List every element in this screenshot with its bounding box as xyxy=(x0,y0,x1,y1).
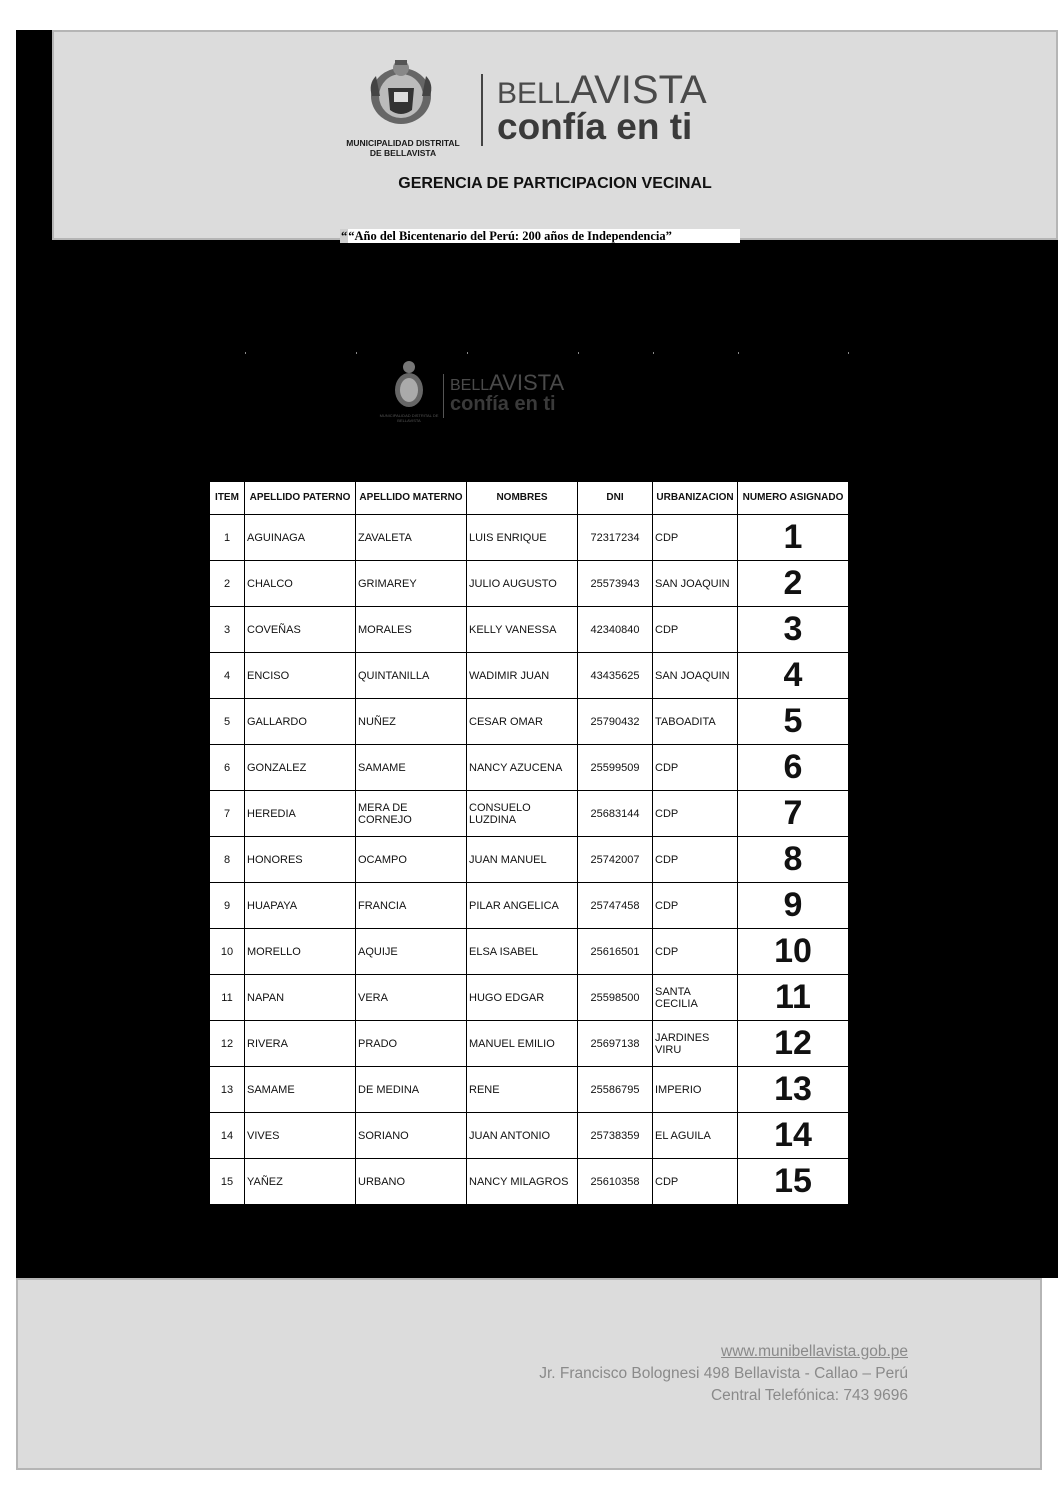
logo-divider-small xyxy=(443,374,444,418)
cell-apellido-paterno: VIVES xyxy=(245,1113,356,1159)
col-header-nombres: NOMBRES xyxy=(467,482,578,515)
cell-numero-asignado: 9 xyxy=(738,883,849,929)
footer-contact xyxy=(539,1341,908,1407)
cell-urbanizacion: CDP xyxy=(653,607,738,653)
cell-nombres: NANCY AZUCENA xyxy=(467,745,578,791)
cell-urbanizacion: CDP xyxy=(653,791,738,837)
cell-numero-asignado: 14 xyxy=(738,1113,849,1159)
cell-apellido-paterno: GONZALEZ xyxy=(245,745,356,791)
brand-bell-small: BELL xyxy=(450,377,490,394)
website-link[interactable]: www.munibellavista.gob.pe xyxy=(721,1343,908,1360)
cell-dni: 72317234 xyxy=(578,515,653,561)
cell-numero-asignado: 10 xyxy=(738,929,849,975)
col-header-item: ITEM xyxy=(210,482,245,515)
cell-item: 9 xyxy=(210,883,245,929)
table-row xyxy=(210,1159,849,1205)
cell-item: 14 xyxy=(210,1113,245,1159)
cell-dni: 25697138 xyxy=(578,1021,653,1067)
cell-numero-asignado: 5 xyxy=(738,699,849,745)
address: Jr. Francisco Bolognesi 498 Bellavista - Callao – Perú xyxy=(539,1365,908,1382)
table-header-row xyxy=(210,482,849,515)
brand-vista-small: VISTA xyxy=(502,370,565,395)
cell-apellido-paterno: MORELLO xyxy=(245,929,356,975)
municipal-seal-logo xyxy=(366,56,436,128)
cell-dni: 42340840 xyxy=(578,607,653,653)
cell-item: 15 xyxy=(210,1159,245,1205)
cell-numero-asignado: 8 xyxy=(738,837,849,883)
cell-apellido-materno: PRADO xyxy=(356,1021,467,1067)
cell-urbanizacion: CDP xyxy=(653,837,738,883)
cell-apellido-paterno: COVEÑAS xyxy=(245,607,356,653)
cell-nombres: KELLY VANESSA xyxy=(467,607,578,653)
cell-numero-asignado: 15 xyxy=(738,1159,849,1205)
table-row xyxy=(210,883,849,929)
table-row xyxy=(210,561,849,607)
cell-apellido-materno: MORALES xyxy=(356,607,467,653)
year-motto xyxy=(340,229,740,243)
cell-dni: 25747458 xyxy=(578,883,653,929)
cell-nombres: HUGO EDGAR xyxy=(467,975,578,1021)
cell-nombres: JUAN MANUEL xyxy=(467,837,578,883)
cell-dni: 25683144 xyxy=(578,791,653,837)
cell-numero-asignado: 12 xyxy=(738,1021,849,1067)
cell-nombres: RENE xyxy=(467,1067,578,1113)
brand-vista: VISTA xyxy=(594,68,707,112)
cell-apellido-materno: GRIMAREY xyxy=(356,561,467,607)
cell-apellido-materno: NUÑEZ xyxy=(356,699,467,745)
logo-divider xyxy=(481,74,483,146)
cell-dni: 25738359 xyxy=(578,1113,653,1159)
cell-urbanizacion: IMPERIO xyxy=(653,1067,738,1113)
cell-numero-asignado: 7 xyxy=(738,791,849,837)
brand-wordmark-small xyxy=(450,372,570,413)
cell-apellido-materno: MERA DE CORNEJO xyxy=(356,791,467,837)
cell-nombres: JUAN ANTONIO xyxy=(467,1113,578,1159)
cell-dni: 43435625 xyxy=(578,653,653,699)
cell-apellido-paterno: HONORES xyxy=(245,837,356,883)
cell-apellido-paterno: YAÑEZ xyxy=(245,1159,356,1205)
brand-tagline: confía en ti xyxy=(497,106,693,147)
cell-dni: 25598500 xyxy=(578,975,653,1021)
brand-a: A xyxy=(570,68,595,112)
participants-table xyxy=(209,481,849,1205)
cell-dni: 25742007 xyxy=(578,837,653,883)
col-header-urbanizacion: URBANIZACION xyxy=(653,482,738,515)
cell-urbanizacion: TABOADITA xyxy=(653,699,738,745)
table-row xyxy=(210,515,849,561)
cell-urbanizacion: SANTA CECILIA xyxy=(653,975,738,1021)
cell-item: 6 xyxy=(210,745,245,791)
table-row xyxy=(210,929,849,975)
cell-nombres: PILAR ANGELICA xyxy=(467,883,578,929)
brand-wordmark xyxy=(497,68,757,147)
cell-apellido-paterno: HUAPAYA xyxy=(245,883,356,929)
cell-apellido-materno: QUINTANILLA xyxy=(356,653,467,699)
brand-bell: BELL xyxy=(497,77,571,110)
cell-nombres: ELSA ISABEL xyxy=(467,929,578,975)
col-header-apellido-paterno: APELLIDO PATERNO xyxy=(245,482,356,515)
department-title: GERENCIA DE PARTICIPACION VECINAL xyxy=(398,175,712,192)
table-row xyxy=(210,975,849,1021)
table-row xyxy=(210,699,849,745)
cell-apellido-materno: DE MEDINA xyxy=(356,1067,467,1113)
motto-quote-mark: “ xyxy=(341,229,348,243)
brand-tagline-small: confía en ti xyxy=(450,393,556,415)
cell-numero-asignado: 6 xyxy=(738,745,849,791)
municipality-name: MUNICIPALIDAD DISTRITAL DE BELLAVISTA xyxy=(346,138,460,158)
cell-nombres: MANUEL EMILIO xyxy=(467,1021,578,1067)
cell-dni: 25610358 xyxy=(578,1159,653,1205)
col-header-numero-asignado: NUMERO ASIGNADO xyxy=(738,482,849,515)
cell-urbanizacion: CDP xyxy=(653,929,738,975)
motto-text: “Año del Bicentenario del Perú: 200 años de Independencia” xyxy=(348,229,672,243)
municipality-name-small: MUNICIPALIDAD DISTRITAL DE BELLAVISTA xyxy=(379,413,439,423)
table-row xyxy=(210,607,849,653)
cell-apellido-paterno: SAMAME xyxy=(245,1067,356,1113)
cell-item: 13 xyxy=(210,1067,245,1113)
cell-nombres: NANCY MILAGROS xyxy=(467,1159,578,1205)
cell-apellido-materno: SAMAME xyxy=(356,745,467,791)
cell-apellido-paterno: RIVERA xyxy=(245,1021,356,1067)
cell-numero-asignado: 11 xyxy=(738,975,849,1021)
cell-numero-asignado: 1 xyxy=(738,515,849,561)
cell-urbanizacion: SAN JOAQUIN xyxy=(653,561,738,607)
cell-apellido-materno: URBANO xyxy=(356,1159,467,1205)
cell-urbanizacion: JARDINES VIRU xyxy=(653,1021,738,1067)
cell-urbanizacion: CDP xyxy=(653,1159,738,1205)
cell-dni: 25586795 xyxy=(578,1067,653,1113)
cell-apellido-paterno: CHALCO xyxy=(245,561,356,607)
cell-item: 10 xyxy=(210,929,245,975)
table-row xyxy=(210,1113,849,1159)
col-header-dni: DNI xyxy=(578,482,653,515)
cell-apellido-paterno: AGUINAGA xyxy=(245,515,356,561)
cell-dni: 25616501 xyxy=(578,929,653,975)
phone: Central Telefónica: 743 9696 xyxy=(710,1387,908,1404)
cell-apellido-materno: FRANCIA xyxy=(356,883,467,929)
cell-urbanizacion: SAN JOAQUIN xyxy=(653,653,738,699)
cell-numero-asignado: 4 xyxy=(738,653,849,699)
cell-item: 12 xyxy=(210,1021,245,1067)
table-row xyxy=(210,837,849,883)
table-row xyxy=(210,1021,849,1067)
cell-urbanizacion: CDP xyxy=(653,883,738,929)
cell-item: 7 xyxy=(210,791,245,837)
table-row xyxy=(210,653,849,699)
cell-apellido-paterno: GALLARDO xyxy=(245,699,356,745)
cell-item: 5 xyxy=(210,699,245,745)
cell-nombres: CONSUELO LUZDINA xyxy=(467,791,578,837)
col-header-apellido-materno: APELLIDO MATERNO xyxy=(356,482,467,515)
cell-dni: 25573943 xyxy=(578,561,653,607)
cell-item: 4 xyxy=(210,653,245,699)
cell-nombres: WADIMIR JUAN xyxy=(467,653,578,699)
cell-apellido-materno: OCAMPO xyxy=(356,837,467,883)
cell-item: 8 xyxy=(210,837,245,883)
cell-urbanizacion: EL AGUILA xyxy=(653,1113,738,1159)
cell-item: 3 xyxy=(210,607,245,653)
cell-nombres: JULIO AUGUSTO xyxy=(467,561,578,607)
cell-apellido-paterno: ENCISO xyxy=(245,653,356,699)
cell-nombres: LUIS ENRIQUE xyxy=(467,515,578,561)
cell-numero-asignado: 13 xyxy=(738,1067,849,1113)
cell-apellido-materno: VERA xyxy=(356,975,467,1021)
cell-apellido-paterno: HEREDIA xyxy=(245,791,356,837)
cell-nombres: CESAR OMAR xyxy=(467,699,578,745)
cell-numero-asignado: 3 xyxy=(738,607,849,653)
table-row xyxy=(210,1067,849,1113)
cell-apellido-materno: ZAVALETA xyxy=(356,515,467,561)
cell-item: 11 xyxy=(210,975,245,1021)
table-row xyxy=(210,791,849,837)
table-row xyxy=(210,745,849,791)
municipal-seal-logo-small xyxy=(393,358,425,410)
cell-apellido-materno: AQUIJE xyxy=(356,929,467,975)
cell-numero-asignado: 2 xyxy=(738,561,849,607)
cell-apellido-materno: SORIANO xyxy=(356,1113,467,1159)
cell-dni: 25599509 xyxy=(578,745,653,791)
cell-urbanizacion: CDP xyxy=(653,515,738,561)
cell-apellido-paterno: NAPAN xyxy=(245,975,356,1021)
cell-item: 1 xyxy=(210,515,245,561)
cell-dni: 25790432 xyxy=(578,699,653,745)
cell-item: 2 xyxy=(210,561,245,607)
brand-a-small: A xyxy=(489,370,503,395)
cell-urbanizacion: CDP xyxy=(653,745,738,791)
